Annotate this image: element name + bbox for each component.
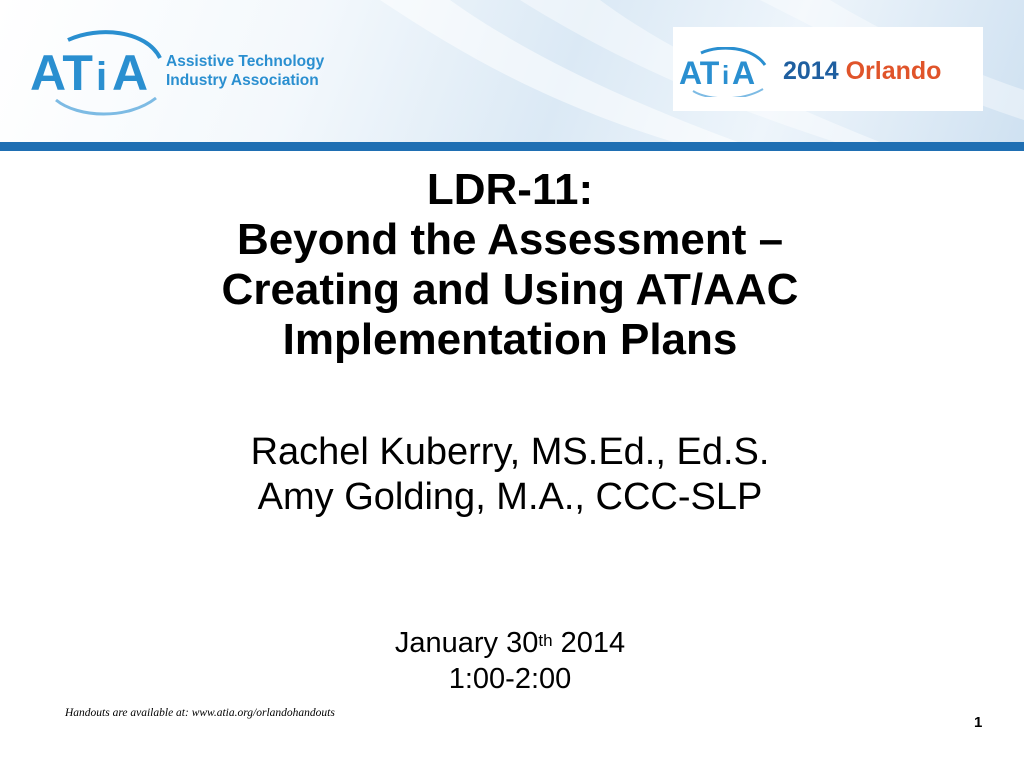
date-year: 2014 (560, 627, 626, 659)
slide-number: 1 (974, 714, 983, 731)
tagline-line-1: Assistive Technology (166, 53, 325, 70)
presenter-1: Rachel Kuberry, MS.Ed., Ed.S. (250, 431, 770, 473)
svg-text:A: A (732, 55, 756, 91)
atia-tagline (166, 52, 324, 90)
date-suffix: th (538, 631, 553, 650)
handouts-note: Handouts are available at: www.atia.org/orlandohandouts (65, 707, 335, 719)
title-line-3: Creating and Using AT/AAC (221, 265, 799, 314)
atia-logo-mark (28, 28, 168, 118)
svg-text:A: A (112, 45, 149, 101)
slide-title (60, 165, 960, 365)
presenter-2: Amy Golding, M.A., CCC-SLP (257, 476, 763, 518)
title-line-2: Beyond the Assessment – (236, 215, 784, 264)
date-month-day: January 30 (394, 627, 539, 659)
event-city: Orlando (845, 57, 942, 85)
atia-small-logo-mark (679, 47, 784, 97)
event-label (783, 57, 941, 86)
tagline-line-2: Industry Association (166, 72, 319, 89)
title-line-1: LDR-11: (426, 165, 594, 214)
svg-text:i: i (96, 55, 108, 99)
event-year: 2014 (783, 57, 839, 85)
title-line-4: Implementation Plans (282, 315, 738, 364)
svg-text:i: i (722, 60, 730, 90)
session-time: 1:00-2:00 (448, 663, 572, 695)
atia-logo (28, 28, 348, 118)
session-date (260, 625, 760, 661)
session-date-time (260, 625, 760, 697)
presenters (60, 430, 960, 520)
atia-2014-orlando-logo (673, 27, 983, 111)
header-divider (0, 142, 1024, 151)
svg-text:AT: AT (679, 55, 720, 91)
svg-text:AT: AT (30, 45, 93, 101)
